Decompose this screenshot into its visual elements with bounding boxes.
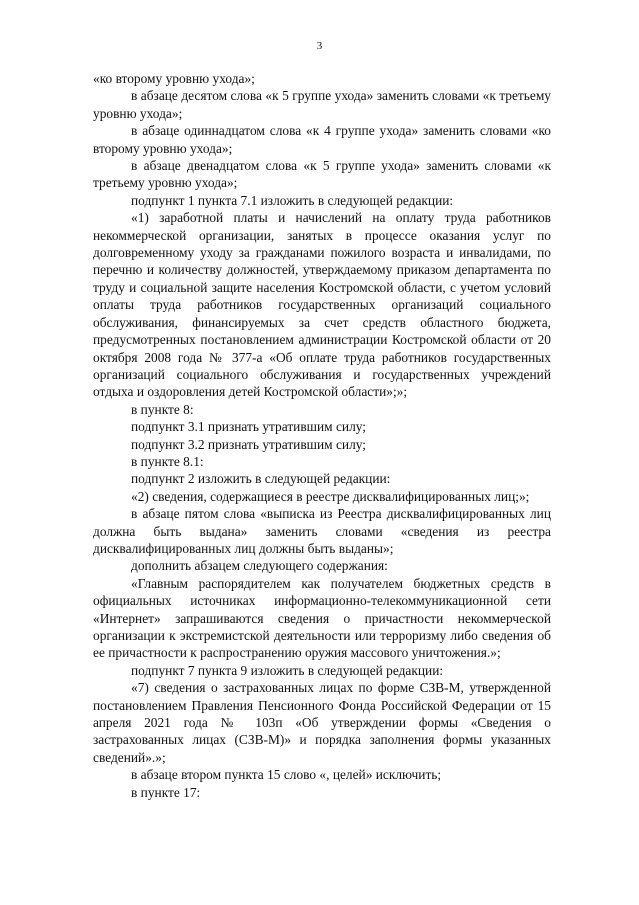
paragraph: в пункте 8.1: xyxy=(131,453,204,469)
paragraph: в пункте 17: xyxy=(131,784,201,800)
document-body xyxy=(93,70,551,801)
paragraph: в абзаце десятом слова «к 5 группе ухода» заменить словами «к третьему уровню ухода»; xyxy=(93,88,551,121)
paragraph: подпункт 3.1 признать утратившим силу; xyxy=(131,419,366,435)
paragraph: в абзаце одиннадцатом слова «к 4 группе ухода» заменить словами «ко второму уровню ухода»; xyxy=(93,123,551,156)
paragraph: «2) сведения, содержащиеся в реестре дисквалифицированных лиц;»; xyxy=(131,488,530,504)
paragraph: «Главным распорядителем как получателем бюджетных средств в официальных источниках информационно-телекоммуникационной сети «Интернет» запрашиваются сведения о причастности некоммерческой организации к экстремистской деятельности или терроризму либо сведения об ее причастности к распространению оружия массового уничтожения.»; xyxy=(93,575,551,661)
paragraph: подпункт 7 пункта 9 изложить в следующей редакции: xyxy=(131,662,444,678)
page-number: 3 xyxy=(316,40,323,52)
paragraph: в абзаце пятом слова «выписка из Реестра дисквалифицированных лиц должна быть выдана» заменить словами «сведения из реестра дисквалифицированных лиц должны быть выданы»; xyxy=(93,506,551,556)
paragraph: в абзаце втором пункта 15 слово «, целей» исключить; xyxy=(131,767,442,783)
paragraph: «ко второму уровню ухода»; xyxy=(93,71,255,86)
paragraph: дополнить абзацем следующего содержания: xyxy=(131,558,388,574)
paragraph: в пункте 8: xyxy=(131,401,194,417)
paragraph: «7) сведения о застрахованных лицах по форме СЗВ-М, утвержденной постановлением Правления Пенсионного Фонда Российской Федерации от 15 апреля 2021 года № 103п «Об утверждении формы «Сведения о застрахованных лицах (СЗВ-М)» и порядка заполнения формы указанных сведений».»; xyxy=(93,680,551,765)
paragraph: подпункт 1 пункта 7.1 изложить в следующей редакции: xyxy=(131,192,454,208)
paragraph: подпункт 2 изложить в следующей редакции: xyxy=(131,471,391,487)
paragraph: «1) заработной платы и начислений на оплату труда работников некоммерческой организации, занятых в процессе оказания услуг по долговременному уходу за гражданами пожилого возраста и инвалидами, по перечню и количеству должностей, утверждаемому приказом департамента по труду и социальной защите населения Костромской области, с учетом условий оплаты труда работников государственных организаций социального обслуживания, финансируемых за счет средств областного бюджета, предусмотренных постановлением администрации Костромской области от 20 октября 2008 года № 377-а «Об оплате труда работников государственных организаций социального обслуживания и государственных учреждений отдыха и оздоровления детей Костромской области»;»; xyxy=(93,210,551,400)
paragraph: в абзаце двенадцатом слова «к 5 группе ухода» заменить словами «к третьему уровню ухода»; xyxy=(93,158,551,191)
paragraph: подпункт 3.2 признать утратившим силу; xyxy=(131,436,366,452)
